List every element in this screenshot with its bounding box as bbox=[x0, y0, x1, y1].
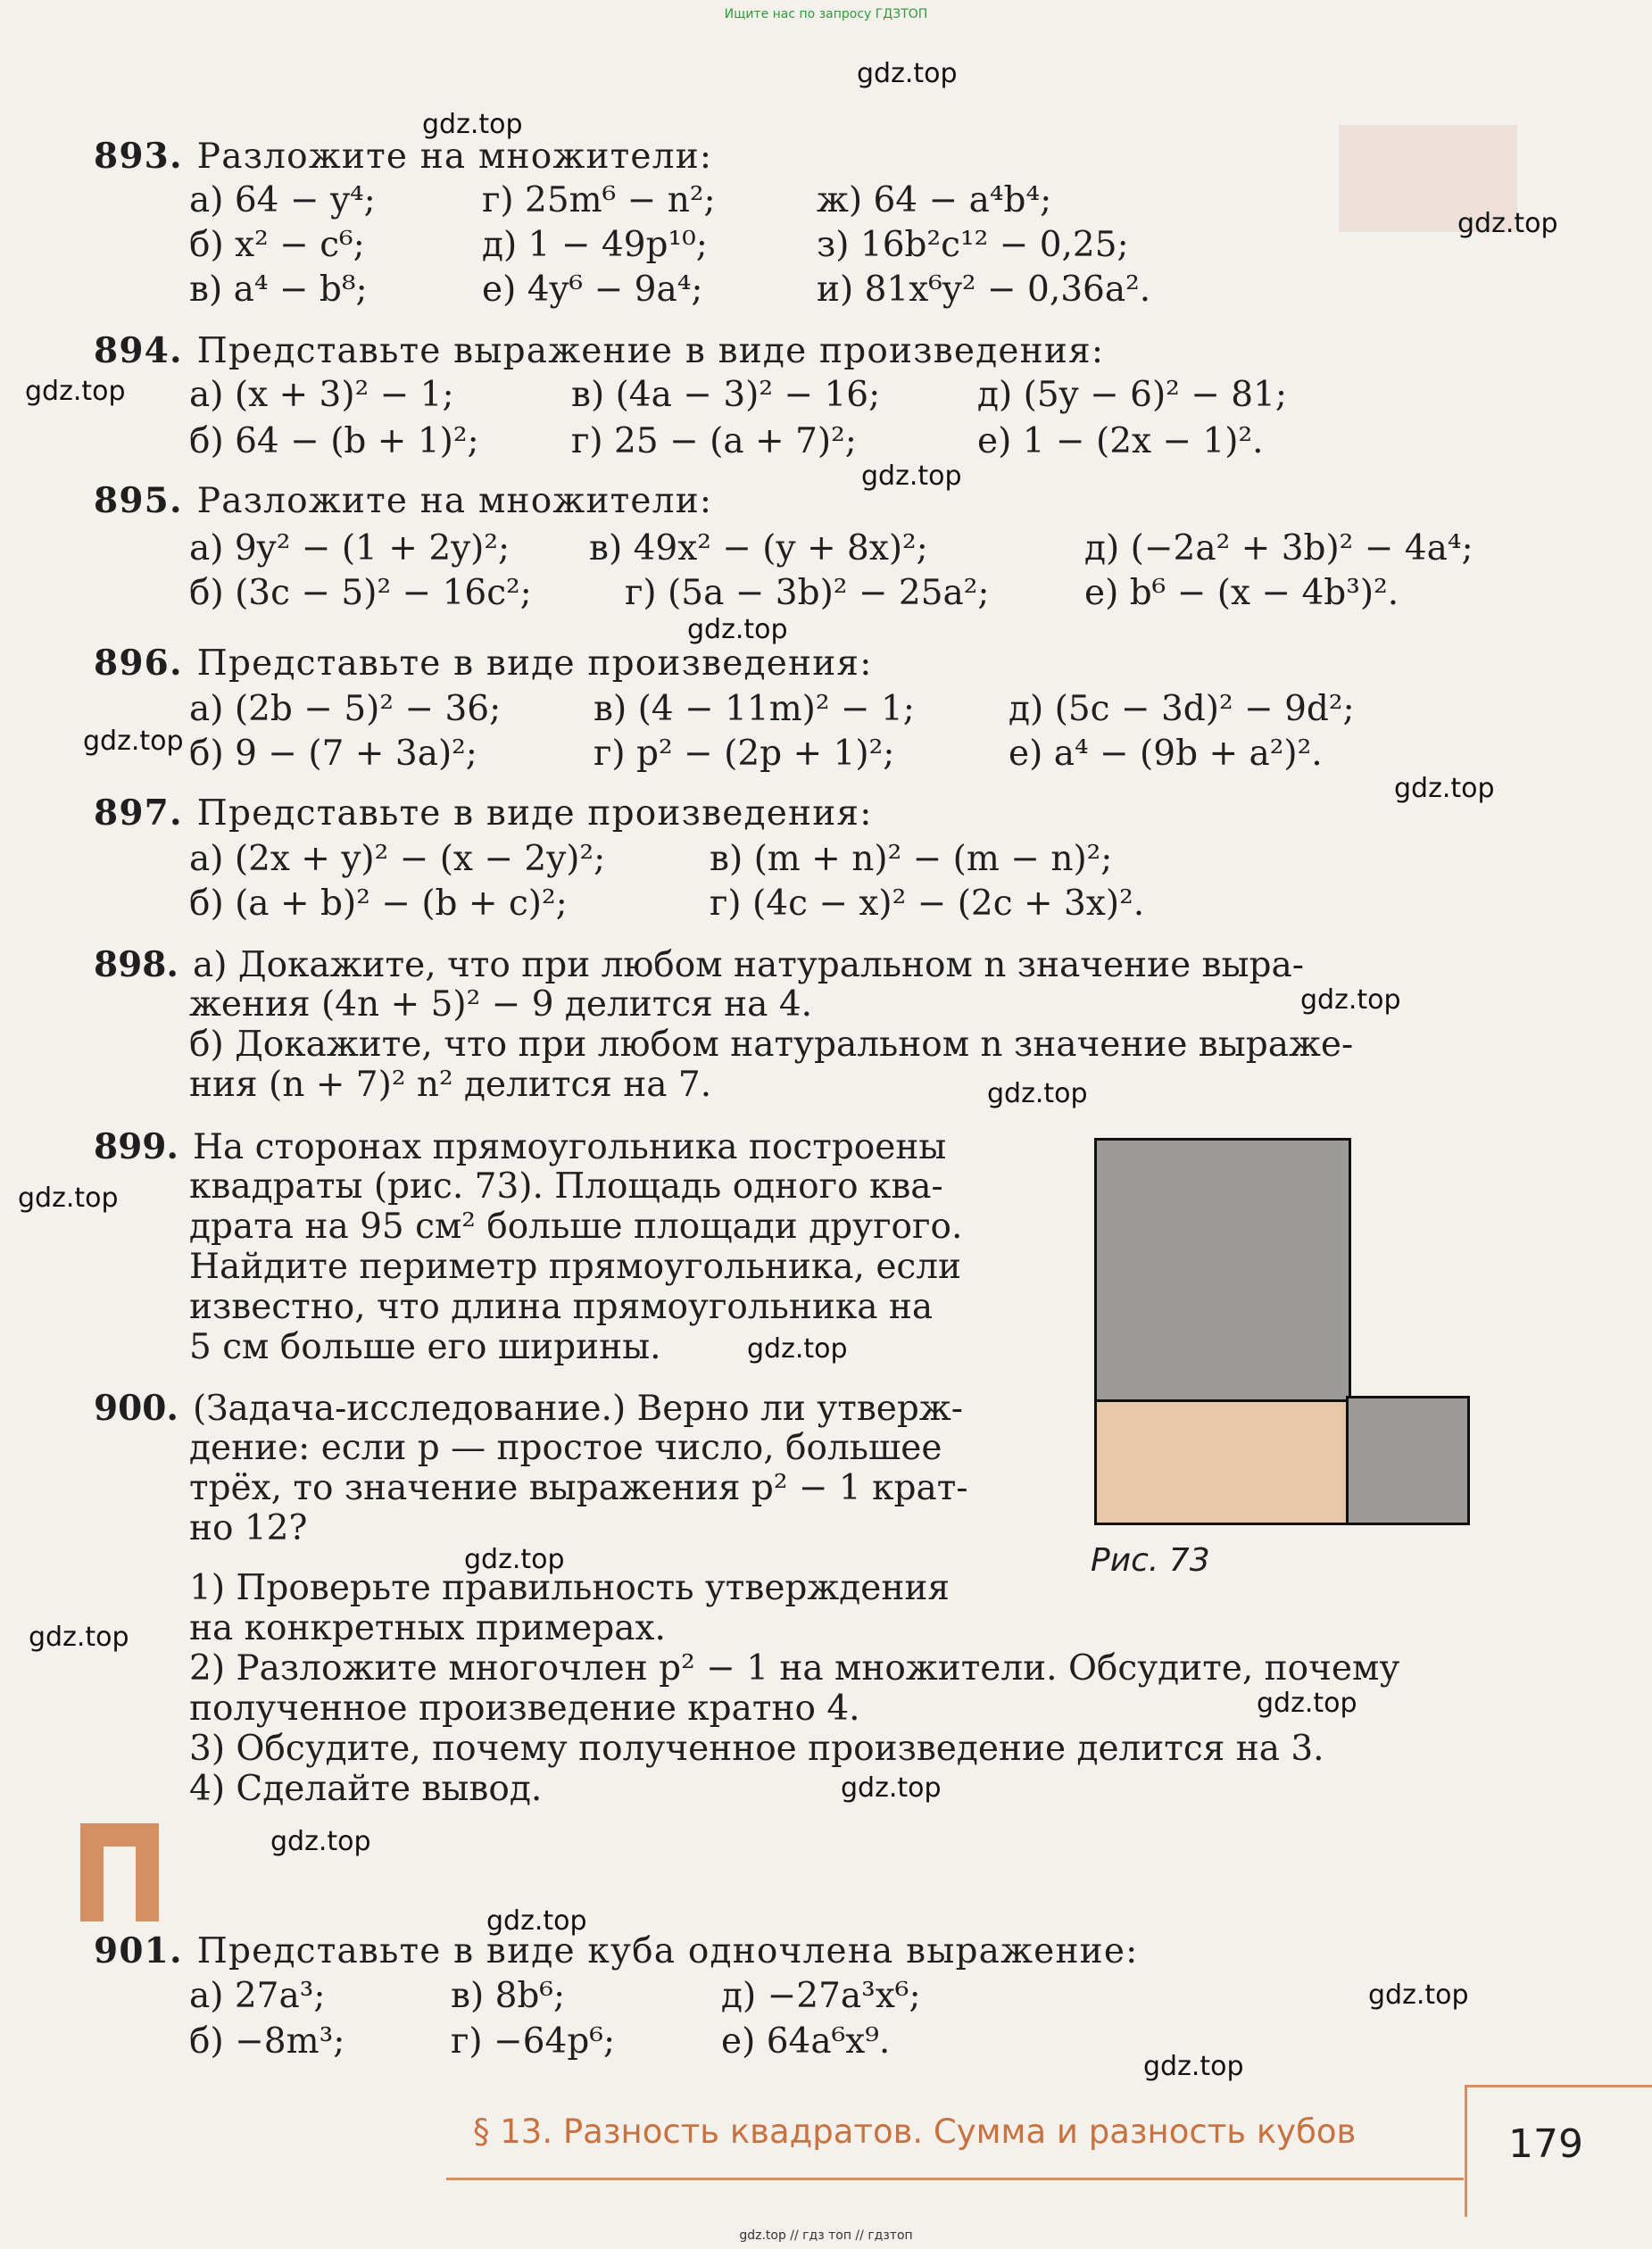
problem-897-item-b: б) (a + b)² − (b + c)²; bbox=[189, 884, 568, 924]
watermark: gdz.top bbox=[83, 726, 184, 757]
figure-caption: Рис. 73 bbox=[1091, 1542, 1210, 1579]
problem-901-heading: 901. Представьте в виде куба одночлена выражение: bbox=[94, 1930, 1139, 1971]
watermark: gdz.top bbox=[486, 1905, 587, 1937]
problem-893-item-zh: ж) 64 − a⁴b⁴; bbox=[817, 180, 1052, 220]
problem-896-heading: 896. Представьте в виде произведения: bbox=[94, 643, 873, 684]
problem-894-item-g: г) 25 − (a + 7)²; bbox=[571, 421, 857, 461]
problem-900-line-9: 3) Обсудите, почему полученное произведение делится на 3. bbox=[189, 1729, 1324, 1769]
problem-895-heading: 895. Разложите на множители: bbox=[94, 480, 713, 521]
problem-893-item-d: д) 1 − 49p¹⁰; bbox=[482, 225, 708, 265]
problem-900-line-3: трёх, то значение выражения p² − 1 крат- bbox=[189, 1468, 968, 1508]
problem-897-item-a: а) (2x + y)² − (x − 2y)²; bbox=[189, 839, 606, 879]
problem-896-item-e: е) a⁴ − (9b + a²)². bbox=[1009, 734, 1323, 774]
problem-898-line-4: ния (n + 7)² n² делится на 7. bbox=[189, 1065, 712, 1105]
page-number: 179 bbox=[1508, 2121, 1583, 2167]
problem-893-item-e: е) 4y⁶ − 9a⁴; bbox=[482, 270, 703, 310]
problem-897-item-g: г) (4c − x)² − (2c + 3x)². bbox=[710, 884, 1145, 924]
problem-901-item-g: г) −64p⁶; bbox=[451, 2021, 616, 2062]
problem-898-line-2: жения (4n + 5)² − 9 делится на 4. bbox=[189, 984, 813, 1025]
watermark: gdz.top bbox=[18, 1183, 119, 1214]
problem-899-line-4: Найдите периметр прямоугольника, если bbox=[189, 1247, 962, 1287]
problem-896-item-b: б) 9 − (7 + 3a)²; bbox=[189, 734, 477, 774]
problem-899-line-6: 5 см больше его ширины. bbox=[189, 1327, 661, 1367]
watermark: gdz.top bbox=[1394, 773, 1495, 804]
problem-900-line-6: на конкретных примерах. bbox=[189, 1608, 666, 1648]
watermark: gdz.top bbox=[25, 376, 126, 407]
problem-900-line-4: но 12? bbox=[189, 1508, 308, 1548]
problem-896-item-a: а) (2b − 5)² − 36; bbox=[189, 689, 502, 729]
problem-895-item-b: б) (3c − 5)² − 16c²; bbox=[189, 573, 532, 613]
watermark: gdz.top bbox=[29, 1622, 129, 1653]
figure-73-small-square bbox=[1346, 1396, 1470, 1525]
problem-894-item-d: д) (5y − 6)² − 81; bbox=[977, 375, 1288, 415]
watermark: gdz.top bbox=[1368, 1979, 1469, 2011]
problem-896-item-d: д) (5c − 3d)² − 9d²; bbox=[1009, 689, 1355, 729]
problem-895-item-g: г) (5a − 3b)² − 25a²; bbox=[625, 573, 990, 613]
problem-899-line-1: 899. На сторонах прямоугольника построены bbox=[94, 1126, 947, 1167]
watermark: gdz.top bbox=[1257, 1688, 1357, 1719]
problem-901-item-b: б) −8m³; bbox=[189, 2021, 345, 2062]
problem-901-item-a: а) 27a³; bbox=[189, 1976, 326, 2016]
problem-894-item-b: б) 64 − (b + 1)²; bbox=[189, 421, 479, 461]
problem-900-line-5: 1) Проверьте правильность утверждения bbox=[189, 1568, 950, 1608]
problem-897-heading: 897. Представьте в виде произведения: bbox=[94, 793, 873, 834]
watermark: gdz.top bbox=[1143, 2051, 1244, 2082]
problem-895-item-e: е) b⁶ − (x − 4b³)². bbox=[1084, 573, 1399, 613]
section-title: § 13. Разность квадратов. Сумма и разность кубов bbox=[473, 2112, 1357, 2151]
watermark: gdz.top bbox=[747, 1333, 848, 1365]
problem-901-item-v: в) 8b⁶; bbox=[451, 1976, 566, 2016]
problem-896-item-g: г) p² − (2p + 1)²; bbox=[594, 734, 895, 774]
problem-898-line-1: 898. а) Докажите, что при любом натуральном n значение выра- bbox=[94, 944, 1304, 985]
header-note: Ищите нас по запросу ГДЗТОП bbox=[724, 7, 928, 21]
figure-73-large-square bbox=[1094, 1138, 1351, 1405]
problem-901-item-e: е) 64a⁶x⁹. bbox=[721, 2021, 891, 2062]
problem-893-item-g: г) 25m⁶ − n²; bbox=[482, 180, 716, 220]
problem-893-item-z: з) 16b²c¹² − 0,25; bbox=[817, 225, 1129, 265]
problem-896-item-v: в) (4 − 11m)² − 1; bbox=[594, 689, 915, 729]
watermark: gdz.top bbox=[464, 1544, 565, 1575]
problem-895-item-d: д) (−2a² + 3b)² − 4a⁴; bbox=[1084, 528, 1474, 568]
problem-893-item-i: и) 81x⁶y² − 0,36a². bbox=[817, 270, 1151, 310]
problem-893-item-b: б) x² − c⁶; bbox=[189, 225, 365, 265]
problem-900-line-10: 4) Сделайте вывод. bbox=[189, 1769, 543, 1809]
page-number-frame bbox=[1465, 2085, 1467, 2217]
problem-899-line-3: драта на 95 см² больше площади другого. bbox=[189, 1207, 963, 1247]
problem-894-item-e: е) 1 − (2x − 1)². bbox=[977, 421, 1264, 461]
watermark: gdz.top bbox=[861, 461, 962, 492]
problem-894-heading: 894. Представьте выражение в виде произведения: bbox=[94, 330, 1105, 371]
problem-900-line-7: 2) Разложите многочлен p² − 1 на множители. Обсудите, почему bbox=[189, 1648, 1400, 1689]
watermark: gdz.top bbox=[270, 1826, 371, 1857]
problem-894-item-a: а) (x + 3)² − 1; bbox=[189, 375, 454, 415]
problem-894-item-v: в) (4a − 3)² − 16; bbox=[571, 375, 881, 415]
problem-900-line-1: 900. (Задача-исследование.) Верно ли утверж- bbox=[94, 1388, 963, 1429]
watermark: gdz.top bbox=[422, 109, 523, 140]
problem-893-item-a: а) 64 − y⁴; bbox=[189, 180, 376, 220]
problem-901-item-d: д) −27a³x⁶; bbox=[721, 1976, 921, 2016]
footer-note: gdz.top // гдз топ // гдзтоп bbox=[739, 2228, 913, 2243]
watermark: gdz.top bbox=[841, 1772, 942, 1804]
problem-893-item-v: в) a⁴ − b⁸; bbox=[189, 270, 368, 310]
problem-899-line-2: квадраты (рис. 73). Площадь одного ква- bbox=[189, 1166, 943, 1207]
repetition-marker-icon bbox=[80, 1823, 159, 1921]
problem-898-line-3: б) Докажите, что при любом натуральном n значение выраже- bbox=[189, 1025, 1354, 1065]
problem-895-item-a: а) 9y² − (1 + 2y)²; bbox=[189, 528, 511, 568]
watermark: gdz.top bbox=[987, 1078, 1088, 1109]
watermark: gdz.top bbox=[1300, 984, 1401, 1016]
problem-893-heading: 893. Разложите на множители: bbox=[94, 136, 713, 177]
figure-73-rectangle bbox=[1094, 1399, 1351, 1525]
problem-895-item-v: в) 49x² − (y + 8x)²; bbox=[589, 528, 928, 568]
watermark: gdz.top bbox=[1457, 208, 1558, 239]
watermark: gdz.top bbox=[687, 614, 788, 645]
footer-divider bbox=[446, 2178, 1464, 2180]
page-number-frame-top bbox=[1465, 2085, 1652, 2087]
problem-900-line-2: дение: если p — простое число, большее bbox=[189, 1428, 942, 1468]
problem-899-line-5: известно, что длина прямоугольника на bbox=[189, 1287, 934, 1327]
problem-900-line-8: полученное произведение кратно 4. bbox=[189, 1689, 860, 1729]
watermark: gdz.top bbox=[857, 58, 958, 89]
problem-897-item-v: в) (m + n)² − (m − n)²; bbox=[710, 839, 1113, 879]
